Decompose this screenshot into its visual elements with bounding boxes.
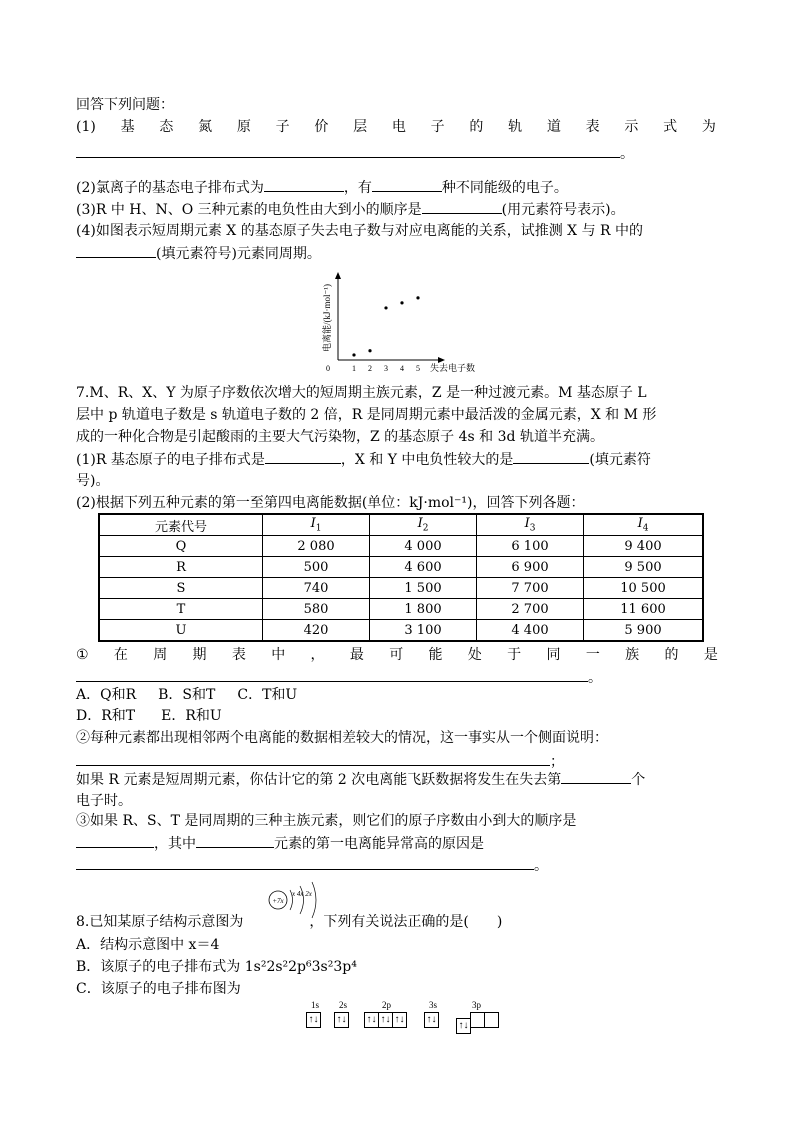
x-tick-label: 0 bbox=[326, 364, 330, 373]
stem-char: 于 bbox=[507, 647, 522, 663]
table-cell: 5 900 bbox=[584, 620, 704, 642]
option-b[interactable]: B．S和T bbox=[158, 687, 216, 703]
table-cell: 500 bbox=[263, 557, 370, 578]
q8-option-b[interactable]: B．该原子的电子排布式为 1s²2s²2p⁶3s²3p⁴ bbox=[76, 959, 357, 975]
q7-q2-followup: 如果 R 元素是短周期元素，你估计它的第 2 次电离能飞跃数据将发生在失去第 个 bbox=[76, 769, 645, 790]
q8-option-a[interactable]: A．结构示意图中 x＝4 bbox=[76, 937, 220, 953]
table-header: $I_1$ bbox=[263, 514, 370, 536]
table-header-row bbox=[99, 514, 703, 536]
data-point bbox=[352, 353, 355, 356]
orbital-label: 2s bbox=[339, 1000, 348, 1010]
table-cell: 420 bbox=[263, 620, 370, 642]
table-row bbox=[99, 536, 703, 557]
orbital-box: ↑↓ bbox=[306, 1012, 321, 1028]
stem-char: 态 bbox=[159, 119, 174, 135]
y-axis-label: 电离能/(kJ·mol⁻¹) bbox=[322, 284, 332, 352]
blank-anomaly-element[interactable] bbox=[196, 833, 274, 848]
nucleus-charge: +7x bbox=[272, 897, 284, 905]
q6-part2: (2)氯离子的基态电子排布式为 ，有 种不同能级的电子。 bbox=[76, 177, 568, 198]
q7-q3-answer[interactable]: 。 bbox=[76, 855, 548, 876]
data-point bbox=[368, 349, 371, 352]
table-cell: R bbox=[99, 557, 263, 578]
data-point bbox=[416, 296, 419, 299]
table-cell: 6 100 bbox=[477, 536, 584, 557]
q7-q3-stem: ③如果 R、S、T 是同周期的三种主族元素，则它们的原子序数由小到大的顺序是 bbox=[76, 813, 577, 829]
table-cell: 2 700 bbox=[477, 599, 584, 620]
stem-char: 可 bbox=[389, 647, 404, 663]
table-row bbox=[99, 620, 703, 642]
table-cell: 2 080 bbox=[263, 536, 370, 557]
orbital-label: 3s bbox=[429, 1000, 438, 1010]
q7-stem-2: 层中 p 轨道电子数是 s 轨道电子数的 2 倍，R 是同周期元素中最活泼的金属元素，X 和 M 形 bbox=[76, 407, 657, 423]
table-cell: 4 600 bbox=[370, 557, 477, 578]
stem-char: 子 bbox=[430, 119, 445, 135]
blank-atomic-order[interactable] bbox=[76, 833, 154, 848]
orbital-box: ↑↓ bbox=[456, 1018, 471, 1034]
option-a[interactable]: A．Q和R bbox=[76, 687, 137, 703]
table-header: 元素代号 bbox=[99, 514, 263, 536]
q7-stem-3: 成的一种化合物是引起酸雨的主要大气污染物，Z 的基态原子 4s 和 3d 轨道半充满。 bbox=[76, 429, 604, 445]
stem-char: ， bbox=[310, 647, 325, 663]
orbital-label: 3p bbox=[472, 1000, 481, 1010]
q6-part1-answer-line[interactable]: 。 bbox=[76, 143, 634, 164]
table-cell: Q bbox=[99, 536, 263, 557]
stem-char: 表 bbox=[231, 647, 246, 663]
q6-intro: 回答下列问题： bbox=[76, 97, 174, 113]
table-header: $I_3$ bbox=[477, 514, 584, 536]
table-row bbox=[99, 599, 703, 620]
stem-char: 同 bbox=[546, 647, 561, 663]
stem-char: (1) bbox=[76, 119, 96, 135]
blank-period-element[interactable] bbox=[76, 243, 156, 258]
table-cell: 4 400 bbox=[477, 620, 584, 642]
orbital-label: 1s bbox=[311, 1000, 320, 1010]
stem-char: 式 bbox=[663, 119, 678, 135]
stem-char: 在 bbox=[113, 647, 128, 663]
data-point bbox=[384, 306, 387, 309]
option-d[interactable]: D．R和T bbox=[76, 708, 136, 724]
table-cell: 1 500 bbox=[370, 578, 477, 599]
stem-char: 的 bbox=[664, 647, 679, 663]
table-cell: S bbox=[99, 578, 263, 599]
q7-q1-answer-line[interactable]: 。 bbox=[76, 667, 602, 688]
stem-char: 氮 bbox=[198, 119, 213, 135]
y-axis-arrow bbox=[335, 272, 341, 279]
orbital-label: 2p bbox=[382, 1000, 391, 1010]
table-header: $I_4$ bbox=[584, 514, 704, 536]
x-axis-label: 失去电子数 bbox=[430, 363, 476, 373]
stem-char: 能 bbox=[428, 647, 443, 663]
orbital-box: ↑↓ bbox=[392, 1012, 407, 1028]
orbital-box: ↑↓ bbox=[378, 1012, 393, 1028]
stem-char: 原 bbox=[236, 119, 251, 135]
table-cell: 1 800 bbox=[370, 599, 477, 620]
blank-electronegativity-xy[interactable] bbox=[513, 449, 589, 464]
table-cell: 6 900 bbox=[477, 557, 584, 578]
option-e[interactable]: E．R和U bbox=[161, 708, 222, 724]
stem-char: 期 bbox=[192, 647, 207, 663]
blank-electron-number[interactable] bbox=[561, 769, 631, 784]
q7-q3-cont: ，其中 元素的第一电离能异常高的原因是 bbox=[76, 833, 484, 854]
table-cell: 7 700 bbox=[477, 578, 584, 599]
stem-char: 价 bbox=[314, 119, 329, 135]
orbital-box: ↑↓ bbox=[334, 1012, 349, 1028]
table-cell: 580 bbox=[263, 599, 370, 620]
q6-part4: (4)如图表示短周期元素 X 的基态原子失去电子数与对应电离能的关系，试推测 X 与 R 中的 bbox=[76, 223, 644, 239]
table-cell: U bbox=[99, 620, 263, 642]
x-tick-label: 1 bbox=[352, 364, 356, 373]
table-cell: 740 bbox=[263, 578, 370, 599]
blank-r-config[interactable] bbox=[265, 449, 341, 464]
x-tick-label: 3 bbox=[384, 364, 388, 373]
data-point bbox=[400, 301, 403, 304]
q7-q2-stem: ②每种元素都出现相邻两个电离能的数据相差较大的情况，这一事实从一个侧面说明： bbox=[76, 730, 608, 746]
q7-q2-followup-cont: 电子时。 bbox=[76, 793, 132, 809]
stem-char: 层 bbox=[353, 119, 368, 135]
table-cell: 11 600 bbox=[584, 599, 704, 620]
orbital-box bbox=[484, 1012, 499, 1028]
x-tick-label: 5 bbox=[416, 364, 420, 373]
q6-part1 bbox=[76, 117, 716, 137]
blank-energy-levels[interactable] bbox=[372, 177, 442, 192]
table-cell: 10 500 bbox=[584, 578, 704, 599]
q6-part4-cont: (填元素符号)元素同周期。 bbox=[76, 243, 321, 264]
table-cell: 9 400 bbox=[584, 536, 704, 557]
ionization-energy-chart bbox=[300, 270, 500, 376]
x-tick-label: 2 bbox=[368, 364, 372, 373]
table-row bbox=[99, 578, 703, 599]
stem-char: ① bbox=[76, 647, 89, 663]
q6-part3: (3)R 中 H、N、O 三种元素的电负性由大到小的顺序是 (用元素符号表示)。 bbox=[76, 199, 625, 220]
q7-part1: (1)R 基态原子的电子排布式是 ，X 和 Y 中电负性较大的是 (填元素符 bbox=[76, 449, 651, 470]
q7-q1-stem bbox=[76, 645, 718, 665]
q8-stem: 8.已知某原子结构示意图为 ，下列有关说法正确的是( ) bbox=[76, 914, 503, 930]
x-tick-label: 4 bbox=[400, 364, 404, 373]
q7-stem-1: 7.M、R、X、Y 为原子序数依次增大的短周期主族元素，Z 是一种过渡元素。M 基态原子 L bbox=[76, 385, 647, 401]
table-row bbox=[99, 557, 703, 578]
stem-char: 为 bbox=[701, 119, 716, 135]
ionization-table bbox=[98, 513, 704, 642]
orbital-box bbox=[470, 1012, 485, 1028]
stem-char: 示 bbox=[624, 119, 639, 135]
stem-char: 族 bbox=[625, 647, 640, 663]
option-c[interactable]: C．T和U bbox=[237, 687, 298, 703]
q7-q1-options-1 bbox=[76, 685, 297, 705]
stem-char: 的 bbox=[469, 119, 484, 135]
blank-chloride-config[interactable] bbox=[264, 177, 344, 192]
table-cell: 4 000 bbox=[370, 536, 477, 557]
stem-char: 道 bbox=[546, 119, 561, 135]
stem-char: 周 bbox=[153, 647, 168, 663]
stem-char: 基 bbox=[120, 119, 135, 135]
q7-q1-options-2 bbox=[76, 706, 222, 726]
shell-electrons: x 4x 2x bbox=[292, 890, 312, 898]
stem-char: 表 bbox=[585, 119, 600, 135]
stem-char: 轨 bbox=[508, 119, 523, 135]
stem-char: 是 bbox=[703, 647, 718, 663]
table-header: $I_2$ bbox=[370, 514, 477, 536]
q7-part2: (2)根据下列五种元素的第一至第四电离能数据(单位：kJ·mol⁻¹)，回答下列各题： bbox=[76, 495, 585, 511]
q7-q2-answer[interactable]: ； bbox=[76, 751, 564, 772]
orbital-box: ↑↓ bbox=[424, 1012, 439, 1028]
stem-char: 子 bbox=[275, 119, 290, 135]
orbital-box: ↑↓ bbox=[364, 1012, 379, 1028]
stem-char: 中 bbox=[271, 647, 286, 663]
orbital-diagram bbox=[306, 1000, 516, 1031]
blank-electronegativity[interactable] bbox=[422, 199, 502, 214]
stem-char: 电 bbox=[391, 119, 406, 135]
table-cell: 9 500 bbox=[584, 557, 704, 578]
stem-char: 一 bbox=[585, 647, 600, 663]
q7-part1-cont: 号)。 bbox=[76, 473, 110, 489]
stem-char: 处 bbox=[467, 647, 482, 663]
q8-option-c[interactable]: C．该原子的电子排布图为 bbox=[76, 981, 241, 997]
stem-char: 最 bbox=[349, 647, 364, 663]
table-cell: T bbox=[99, 599, 263, 620]
table-cell: 3 100 bbox=[370, 620, 477, 642]
